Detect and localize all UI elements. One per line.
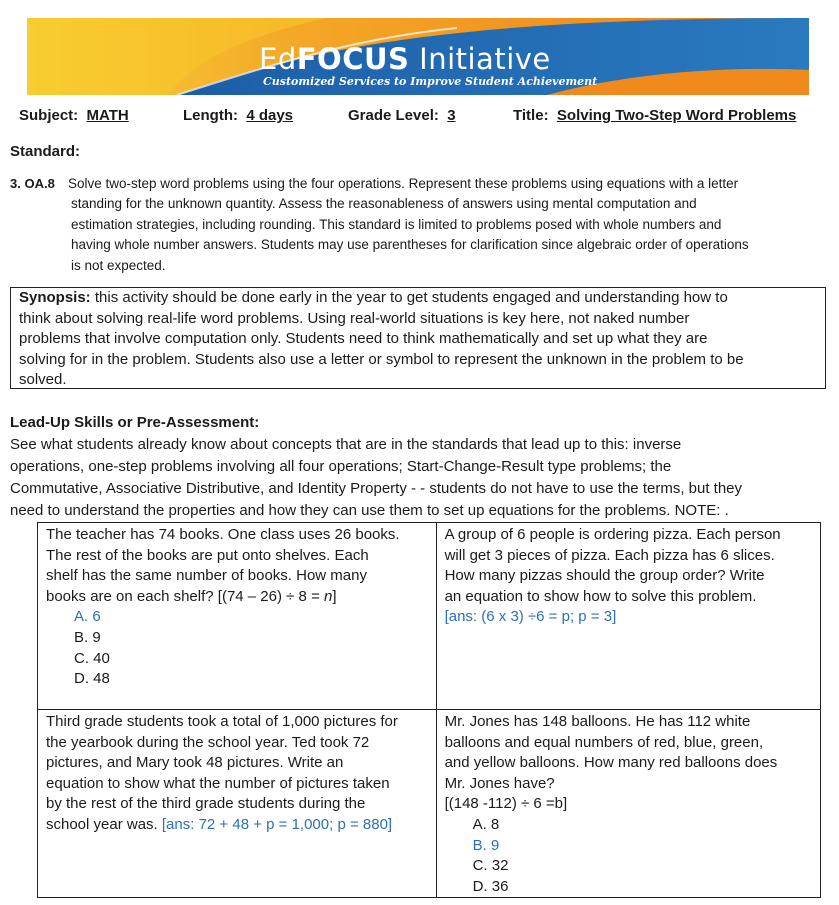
answer-choices (46, 607, 428, 689)
edfocus-banner (27, 18, 809, 95)
leadup-line: Commutative, Associative Distributive, and Identity Property - - students do not have to use the terms, but they (10, 480, 743, 497)
length-value: 4 days (246, 107, 294, 124)
problem-text-line: Mr. Jones have? (444, 774, 555, 792)
problem-text-line: pictures, and Mary took 48 pictures. Write an (46, 754, 344, 772)
choice-a: A. 6 (74, 608, 101, 626)
synopsis-label: Synopsis: (19, 289, 91, 306)
standard-line: estimation strategies, including rounding. This standard is limited to problems posed with whole numbers and (71, 216, 722, 232)
leadup-line: See what students already know about concepts that are in the standards that lead up to this: inverse (10, 436, 682, 453)
problem-text-line: equation to show what the number of pictures taken (46, 774, 390, 792)
table-row (38, 523, 821, 710)
problem-text-line: books are on each shelf? [(74 – 26) ÷ 8 = n] (46, 587, 337, 605)
standard-text (68, 174, 828, 276)
standard-heading: Standard: (10, 143, 81, 160)
problem-text-line: The rest of the books are put onto shelves. Each (46, 546, 369, 564)
problem-text-line: and yellow balloons. How many red balloons does (444, 754, 778, 772)
problem-text-line: [(148 -112) ÷ 6 =b] (444, 795, 568, 813)
answer-choices (445, 815, 812, 897)
leadup-line: need to understand the properties and how they can use them to set up equations for the problems. NOTE: . (10, 502, 729, 519)
title-field: Title: Solving Two-Step Word Problems (513, 107, 797, 124)
choice-b: B. 9 (472, 836, 500, 854)
problem-2-cell (436, 523, 820, 710)
problem-text-line: balloons and equal numbers of red, blue, green, (444, 733, 764, 751)
problem-text-line: an equation to show how to solve this problem. (444, 587, 757, 605)
standard-line: having whole number answers. Students may use parentheses for clarification since algebraic order of operations (71, 237, 749, 253)
synopsis-line: solving for in the problem. Students also use a letter or symbol to represent the unknown in the problem to be (19, 350, 744, 368)
synopsis-line: this activity should be done early in the year to get students engaged and understanding how to (90, 289, 728, 306)
standard-line: is not expected. (71, 257, 166, 273)
standard-line: Solve two-step word problems using the four operations. Represent these problems using equations with a letter (68, 176, 739, 191)
problem-text-line: shelf has the same number of books. How many (46, 567, 367, 585)
banner-title: EdFOCUS Initiative (259, 42, 551, 76)
problem-4-cell (436, 710, 820, 898)
table-row (38, 710, 821, 898)
synopsis-line: solved. (19, 371, 67, 389)
leadup-paragraph (10, 434, 830, 522)
answer-key: [ans: 72 + 48 + p = 1,000; p = 880] (161, 815, 393, 833)
problems-table (37, 522, 821, 898)
problem-text-line: How many pizzas should the group order? Write (444, 567, 765, 585)
grade-level-field: Grade Level: 3 (348, 107, 456, 124)
choice-c: C. 32 (472, 857, 509, 875)
banner-tagline: Customized Services to Improve Student Achievement (263, 75, 598, 88)
subject-value: MATH (86, 107, 129, 124)
problem-text-line: will get 3 pieces of pizza. Each pizza has 6 slices. (444, 546, 775, 564)
choice-d: D. 48 (74, 670, 110, 688)
leadup-heading: Lead-Up Skills or Pre-Assessment: (10, 414, 260, 431)
problem-text-line: by the rest of the third grade students during the (46, 795, 366, 813)
subject-field: Subject: MATH (19, 107, 129, 124)
problem-text-line: Mr. Jones has 148 balloons. He has 112 white (444, 713, 751, 730)
problem-1-cell (38, 523, 437, 710)
choice-a: A. 8 (472, 815, 500, 833)
synopsis-line: think about solving real-life word problems. Using real-world situations is key here, not naked number (19, 309, 690, 327)
choice-b: B. 9 (74, 628, 101, 646)
problem-text-line: The teacher has 74 books. One class uses 26 books. (46, 526, 400, 543)
synopsis-line: problems that involve computation only. Students need to think mathematically and set up what they are (19, 330, 708, 348)
problem-text-line: the yearbook during the school year. Ted took 72 (46, 733, 370, 751)
problem-3-cell (38, 710, 437, 898)
leadup-line: operations, one-step problems involving all four operations; Start-Change-Result type problems; the (10, 458, 672, 475)
problem-text-line: A group of 6 people is ordering pizza. Each person (444, 526, 781, 543)
answer-key: [ans: (6 x 3) ÷6 = p; p = 3] (444, 608, 617, 626)
length-field: Length: 4 days (183, 107, 294, 124)
synopsis-box (10, 287, 826, 389)
problem-text-line: Third grade students took a total of 1,000 pictures for (46, 713, 398, 730)
title-value: Solving Two-Step Word Problems (556, 107, 797, 124)
choice-d: D. 36 (472, 877, 509, 895)
choice-c: C. 40 (74, 649, 110, 667)
grade-value: 3 (447, 107, 456, 124)
problem-text-line: school year was. [ans: 72 + 48 + p = 1,000; p = 880] (46, 815, 393, 833)
standard-line: standing for the unknown quantity. Assess the reasonableness of answers using mental computation and (71, 196, 697, 212)
standard-code: 3. OA.8 (10, 176, 55, 191)
